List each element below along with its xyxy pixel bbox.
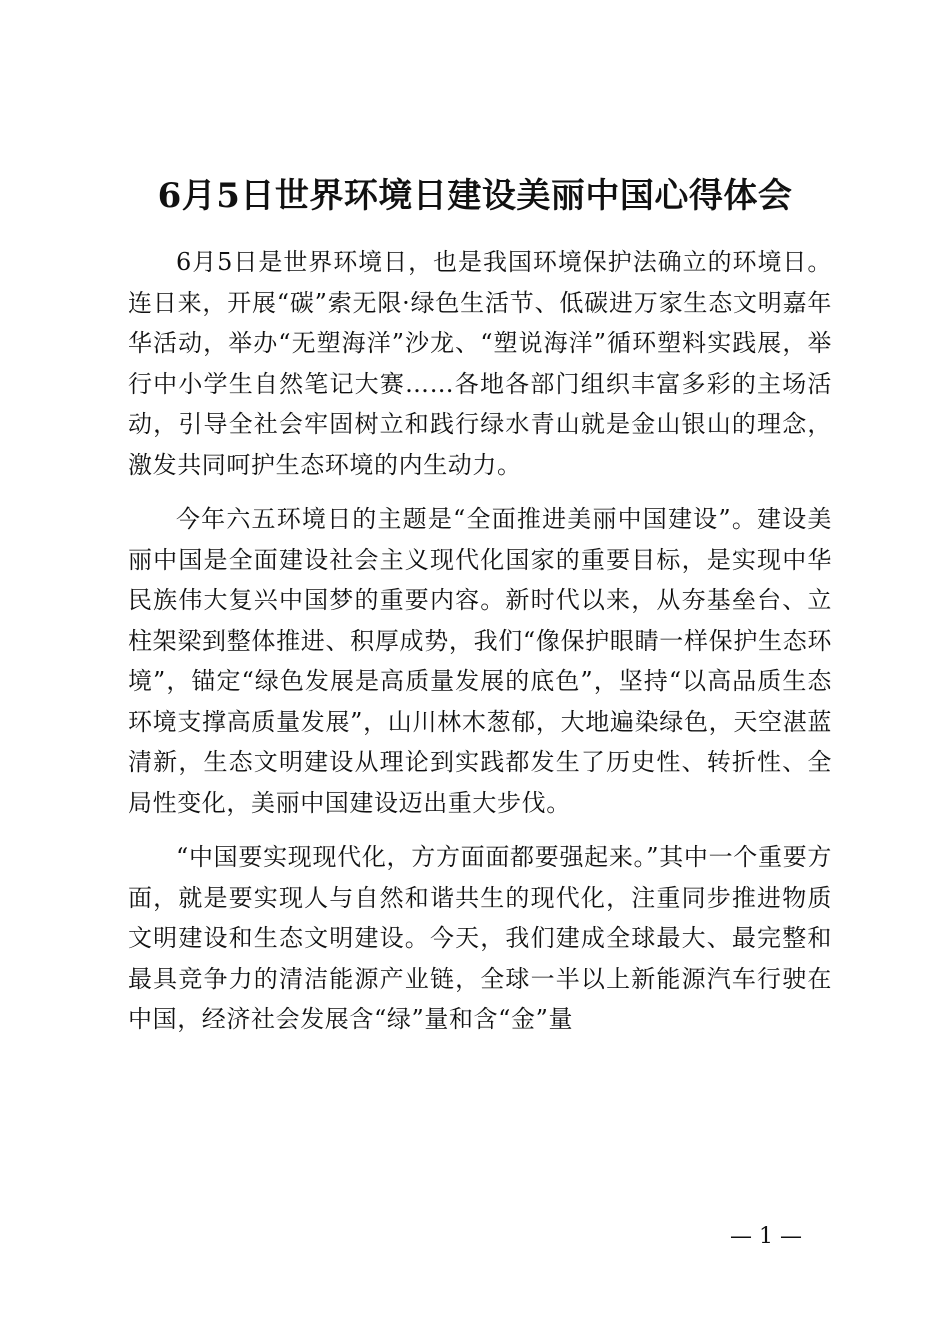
page-number: — 1 —	[730, 1224, 802, 1249]
paragraph-3: “中国要实现现代化，方方面面都要强起来。”其中一个重要方面，就是要实现人与自然和谐共生的现代化，注重同步推进物质文明建设和生态文明建设。今天，我们建成全球最大、最完整和最具竞争力的清洁能源产业链，全球一半以上新能源汽车行驶在中国，经济社会发展含“绿”量和含“金”量	[128, 843, 832, 1033]
document-body	[128, 242, 832, 1054]
paragraph-2: 今年六五环境日的主题是“全面推进美丽中国建设”。建设美丽中国是全面建设社会主义现代化国家的重要目标，是实现中华民族伟大复兴中国梦的重要内容。新时代以来，从夯基垒台、立柱架梁到整体推进、积厚成势，我们“像保护眼睛一样保护生态环境”，锚定“绿色发展是高质量发展的底色”，坚持“以高品质生态环境支撑高质量发展”，山川林木葱郁，大地遍染绿色，天空湛蓝清新，生态文明建设从理论到实践都发生了历史性、转折性、全局性变化，美丽中国建设迈出重大步伐。	[128, 505, 832, 817]
document-title: 6月5日世界环境日建设美丽中国心得体会	[157, 176, 793, 216]
paragraph-1: 6月5日是世界环境日，也是我国环境保护法确立的环境日。连日来，开展“碳”索无限·绿色生活节、低碳进万家生态文明嘉年华活动，举办“无塑海洋”沙龙、“塑说海洋”循环塑料实践展，举行中小学生自然笔记大赛……各地各部门组织丰富多彩的主场活动，引导全社会牢固树立和践行绿水青山就是金山银山的理念，激发共同呵护生态环境的内生动力。	[128, 248, 832, 479]
